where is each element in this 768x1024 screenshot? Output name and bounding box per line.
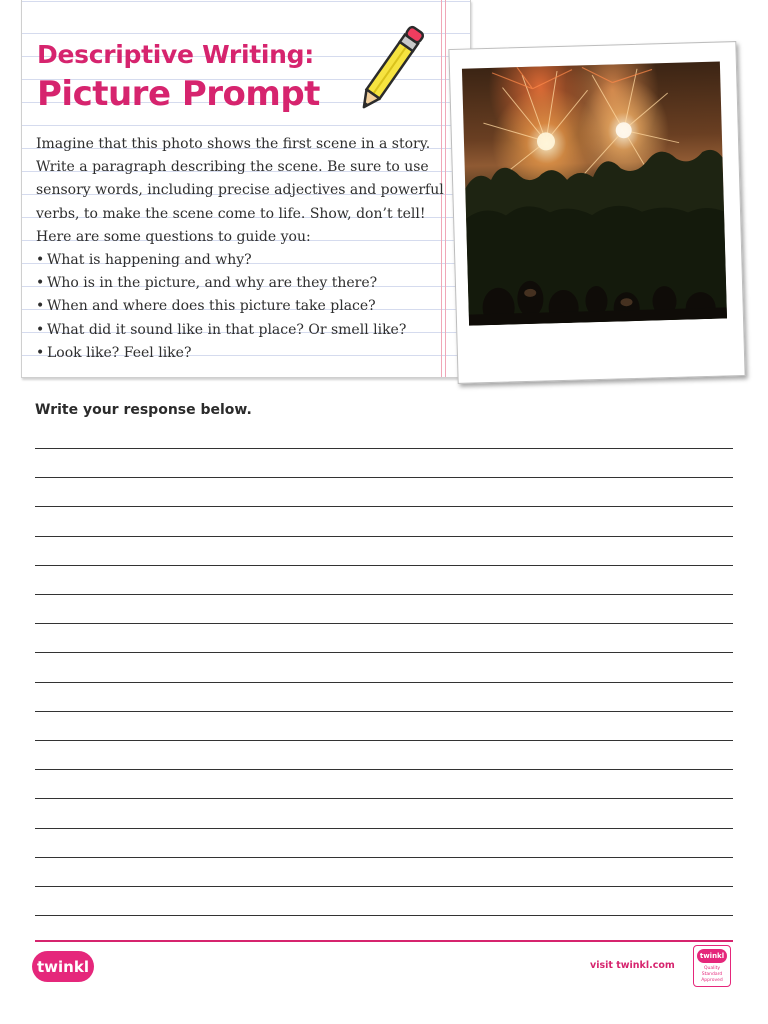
writing-line[interactable] bbox=[35, 623, 733, 624]
question-item: • Who is in the picture, and why are they there? bbox=[36, 272, 446, 295]
prompt-line: Imagine that this photo shows the first scene in a story. bbox=[36, 136, 431, 152]
writing-line[interactable] bbox=[35, 886, 733, 887]
title-line-1: Descriptive Writing: bbox=[37, 40, 314, 69]
polaroid-frame bbox=[448, 41, 745, 384]
writing-line[interactable] bbox=[35, 448, 733, 449]
question-list bbox=[36, 249, 446, 365]
writing-line[interactable] bbox=[35, 769, 733, 770]
question-item: • What is happening and why? bbox=[36, 249, 446, 272]
prompt-line: Here are some questions to guide you: bbox=[36, 228, 311, 245]
writing-line[interactable] bbox=[35, 477, 733, 478]
prompt-card bbox=[21, 0, 471, 378]
writing-line[interactable] bbox=[35, 915, 733, 916]
prompt-line: Write a paragraph describing the scene. Be sure to use bbox=[36, 159, 429, 176]
fireworks-photo bbox=[462, 62, 727, 326]
writing-line[interactable] bbox=[35, 682, 733, 683]
question-continuation bbox=[36, 342, 446, 365]
writing-line[interactable] bbox=[35, 798, 733, 799]
prompt-text bbox=[36, 133, 446, 365]
badge-logo: twinkl bbox=[697, 949, 727, 963]
prompt-line: verbs, to make the scene come to life. Show, don’t tell! bbox=[36, 205, 426, 222]
question-continuation-text: Look like? Feel like? bbox=[47, 344, 192, 361]
quality-badge-icon bbox=[693, 945, 731, 987]
footer-link[interactable]: visit twinkl.com bbox=[590, 960, 675, 971]
prompt-line: sensory words, including precise adjectives and powerful bbox=[36, 182, 444, 199]
fireworks-photo-art bbox=[462, 62, 727, 326]
badge-text: Quality Standard Approved bbox=[701, 966, 723, 983]
twinkl-logo-text: twinkl bbox=[37, 957, 89, 976]
writing-line[interactable] bbox=[35, 594, 733, 595]
writing-line[interactable] bbox=[35, 506, 733, 507]
twinkl-logo[interactable] bbox=[32, 951, 94, 982]
writing-line[interactable] bbox=[35, 565, 733, 566]
question-item: • When and where does this picture take place? bbox=[36, 295, 446, 318]
footer-rule bbox=[35, 940, 733, 942]
writing-line[interactable] bbox=[35, 828, 733, 829]
title-line-2: Picture Prompt bbox=[37, 74, 320, 114]
question-item: • What did it sound like in that place? Or smell like? bbox=[36, 319, 446, 342]
writing-line[interactable] bbox=[35, 652, 733, 653]
writing-line[interactable] bbox=[35, 536, 733, 537]
writing-line[interactable] bbox=[35, 711, 733, 712]
writing-line[interactable] bbox=[35, 857, 733, 858]
response-label: Write your response below. bbox=[35, 402, 252, 418]
writing-line[interactable] bbox=[35, 740, 733, 741]
pencil-icon bbox=[342, 18, 442, 116]
